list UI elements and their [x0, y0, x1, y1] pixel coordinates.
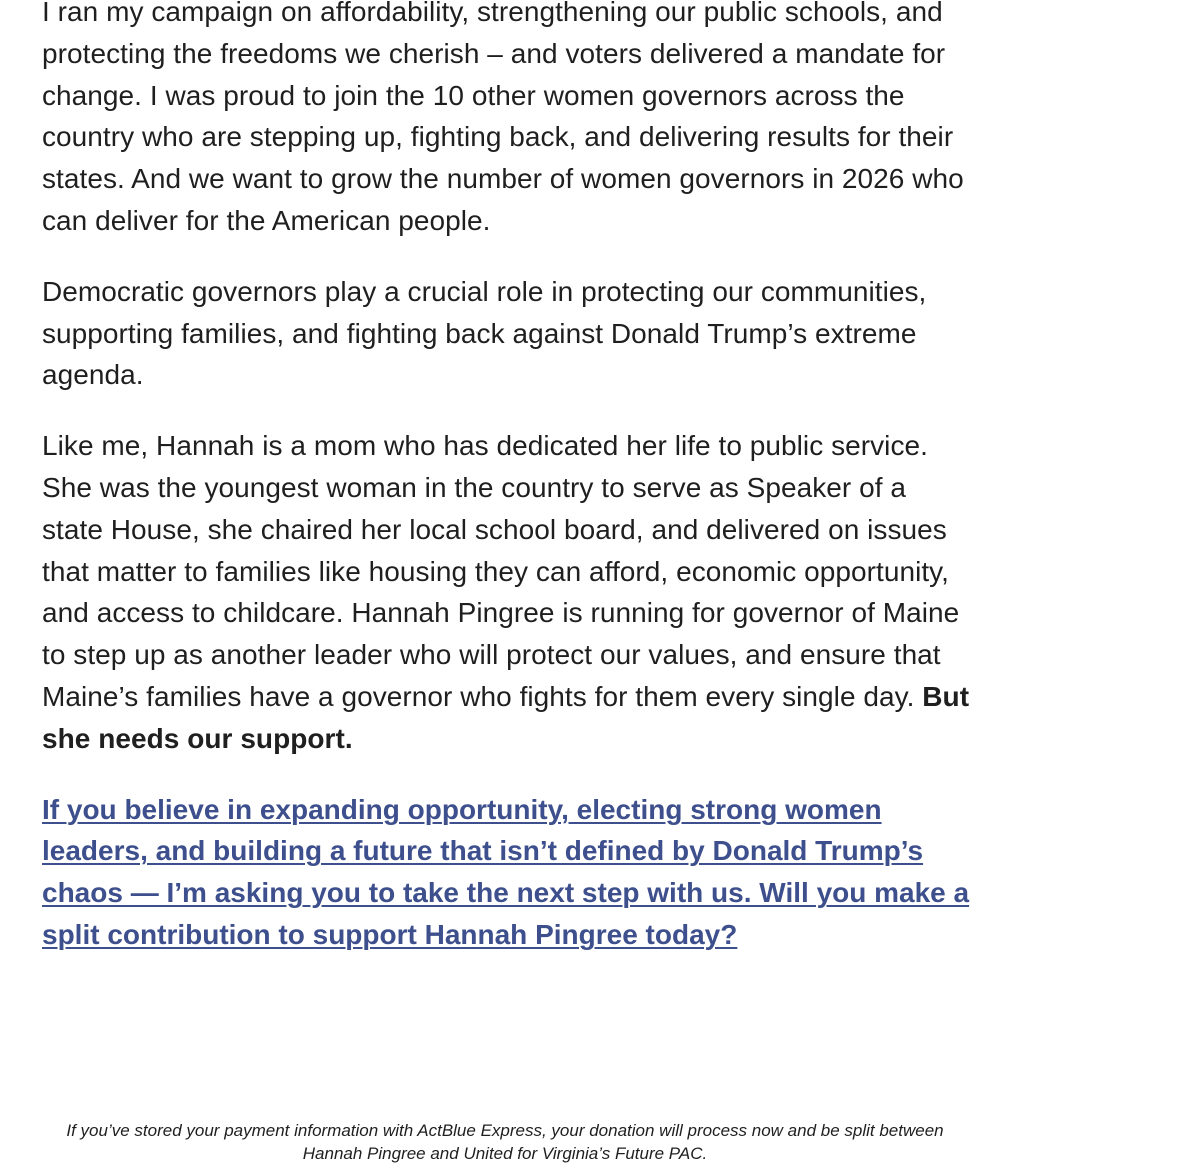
contribution-link[interactable]: If you believe in expanding opportunity, electing strong women leaders, and building a future that isn’t defined by Donald Trump’s chaos — I’m asking you to take the next step with us. Will you make a split contribution to support Hannah Pingree today?: [42, 793, 970, 950]
paragraph-hannah-bio: [42, 425, 972, 759]
paragraph-governors-role: Democratic governors play a crucial role in protecting our communities, supporting families, and fighting back against Donald Trump’s extreme agenda.: [42, 275, 927, 391]
cta-paragraph: [42, 789, 972, 956]
hannah-bio-text: Like me, Hannah is a mom who has dedicated her life to public service. She was the youngest woman in the country to serve as Speaker of a state House, she chaired her local school board, and delivered on issues that matter to families like housing they can afford, economic opportunity, and access to childcare. Hannah Pingree is running for governor of Maine to step up as another leader who will protect our values, and ensure that Maine’s families have a governor who fights for them every single day.: [42, 430, 960, 712]
paragraph-campaign: I ran my campaign on affordability, strengthening our public schools, and protecting the freedoms we cherish – and voters delivered a mandate for change. I was proud to join the 10 other women governors across the country who are stepping up, fighting back, and delivering results for their states. And we want to grow the number of women governors in 2026 who can deliver for the American people.: [42, 0, 964, 236]
support-callout: But she needs our support.: [42, 680, 970, 754]
email-body: [42, 0, 972, 956]
actblue-disclaimer: If you’ve stored your payment information with ActBlue Express, your donation will process now and be split between Hannah Pingree and United for Virginia’s Future PAC.: [66, 1121, 944, 1163]
